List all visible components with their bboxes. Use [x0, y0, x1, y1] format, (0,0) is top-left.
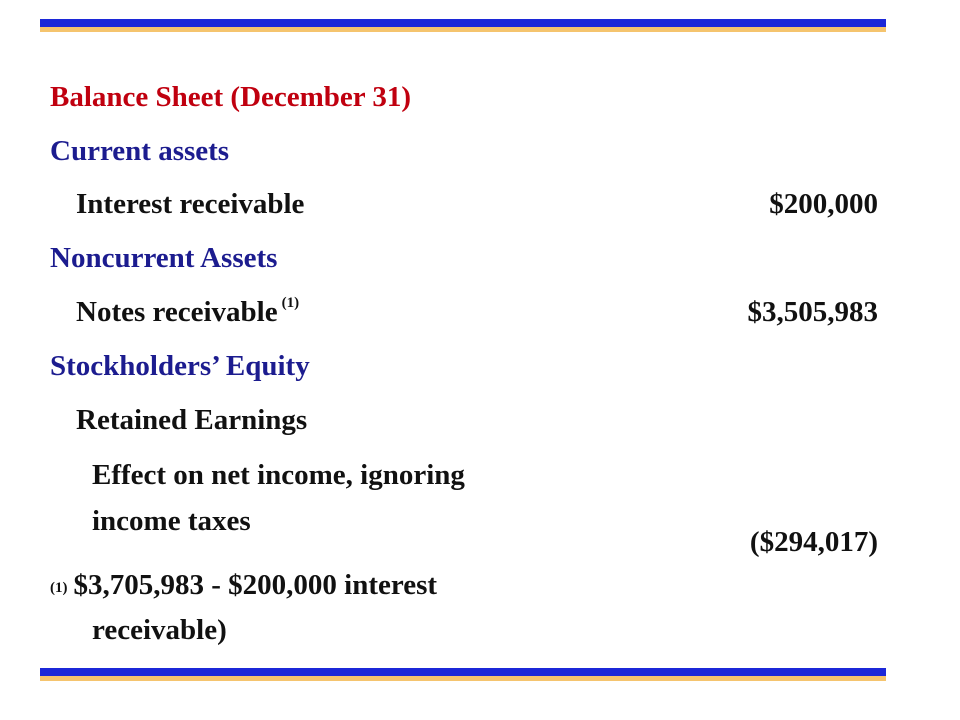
- interest-receivable-value: $200,000: [769, 188, 878, 220]
- noncurrent-assets-heading: Noncurrent Assets: [50, 242, 278, 274]
- bottom-divider-gold-band: [40, 676, 886, 681]
- stockholders-equity-heading: Stockholders’ Equity: [50, 350, 310, 382]
- page-title: Balance Sheet (December 31): [50, 81, 412, 113]
- effect-net-income-value: ($294,017): [749, 526, 878, 558]
- footnote-text-line1: $3,705,983 - $200,000 interest: [73, 569, 438, 601]
- notes-receivable-line: [76, 295, 300, 328]
- bottom-divider: [40, 668, 886, 681]
- retained-earnings-heading: Retained Earnings: [76, 404, 308, 436]
- bottom-divider-blue-band: [40, 668, 886, 676]
- notes-receivable-value: $3,505,983: [747, 296, 878, 328]
- effect-net-income-line1: Effect on net income, ignoring: [92, 459, 465, 491]
- current-assets-heading: Current assets: [50, 135, 230, 167]
- interest-receivable-label: Interest receivable: [76, 188, 305, 220]
- effect-net-income-line2: income taxes: [92, 505, 251, 537]
- notes-receivable-note-ref: (1): [281, 295, 300, 311]
- notes-receivable-label: Notes receivable: [76, 296, 278, 328]
- footnote-line1: [50, 571, 437, 600]
- top-divider-blue-band: [40, 19, 886, 27]
- footnote-marker: (1): [50, 580, 68, 596]
- top-divider-gold-band: [40, 27, 886, 32]
- footnote-line2: receivable): [92, 614, 227, 646]
- top-divider: [40, 19, 886, 32]
